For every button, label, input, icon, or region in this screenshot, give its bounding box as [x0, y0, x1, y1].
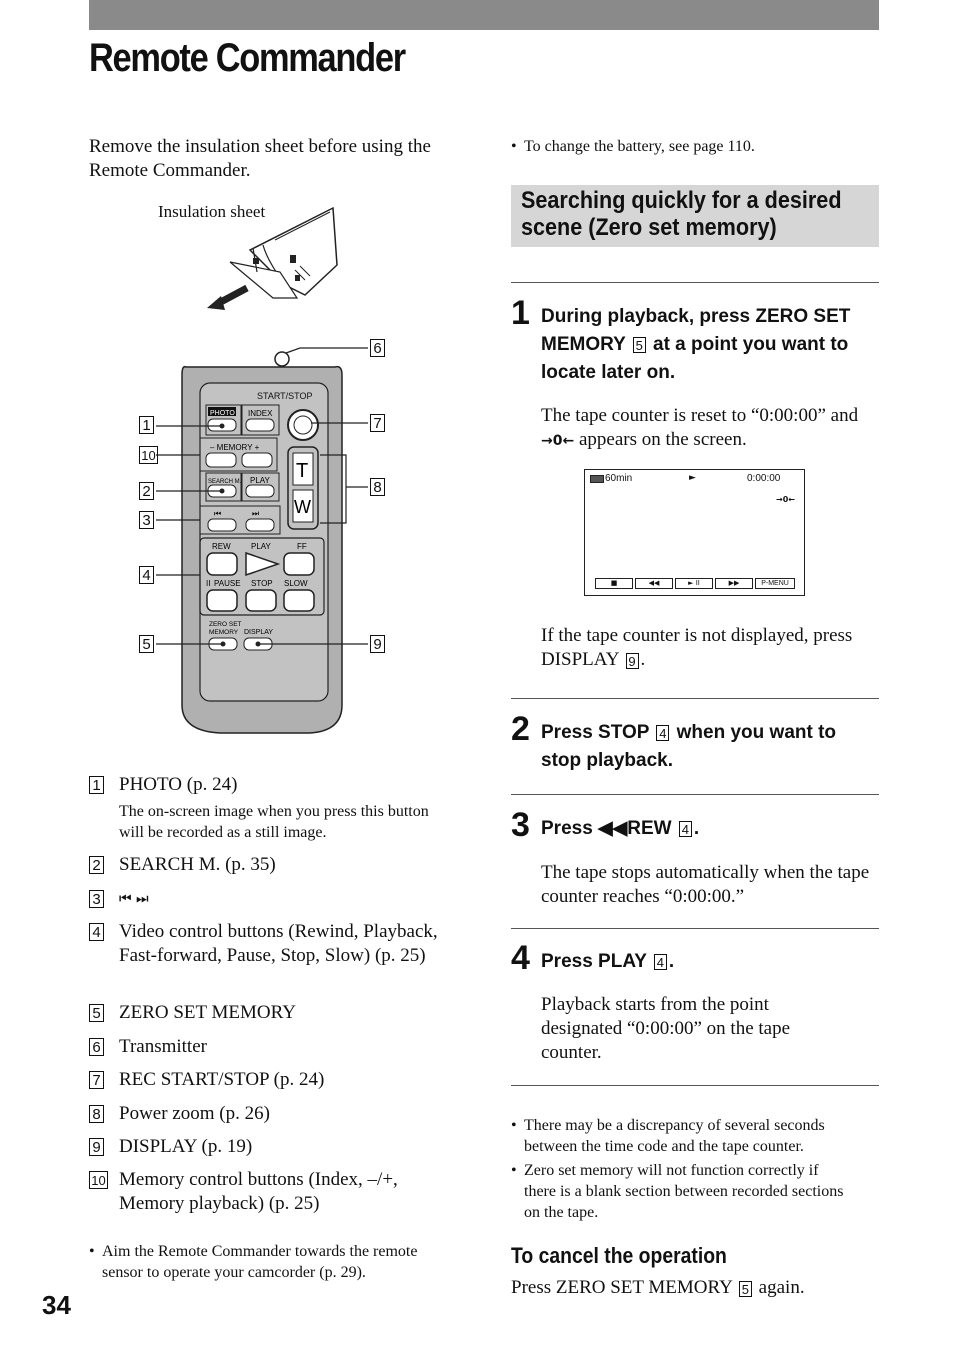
divider	[511, 1085, 879, 1086]
label-slow: SLOW	[284, 579, 308, 588]
list-item: 9 DISPLAY (p. 19)	[89, 1135, 449, 1159]
divider	[511, 282, 879, 283]
left-note: • Aim the Remote Commander towards the remote sensor to operate your camcorder (p. 29).	[89, 1243, 418, 1281]
cancel-text: Press ZERO SET MEMORY 5 again.	[511, 1277, 805, 1298]
intro-text: Remove the insulation sheet before using the Remote Commander.	[89, 136, 431, 181]
callout-8: 8	[370, 478, 385, 496]
step-4-title: Press PLAY 4 .	[541, 951, 675, 972]
cancel-heading: To cancel the operation	[511, 1243, 727, 1268]
callout-6: 6	[370, 339, 385, 357]
callout-5: 5	[139, 635, 154, 653]
list-item: 5 ZERO SET MEMORY	[89, 1001, 449, 1025]
step-4-body: Playback starts from the point designated “0:00:00” on the tape counter.	[541, 994, 791, 1063]
rewind-icon[interactable]: ◀◀	[635, 578, 673, 589]
list-item: 3 ⏮ ⏭	[89, 887, 449, 911]
step-3-body: The tape stops automatically when the tape counter reaches “0:00:00.”	[541, 862, 870, 907]
label-ff: FF	[297, 542, 307, 551]
list-item: 6 Transmitter	[89, 1035, 449, 1059]
divider	[511, 928, 879, 929]
label-display: DISPLAY	[244, 629, 274, 636]
step-1-after: If the tape counter is not displayed, press DISPLAY 9 .	[541, 625, 853, 670]
callout-3: 3	[139, 511, 154, 529]
battery-note: • To change the battery, see page 110.	[511, 138, 755, 155]
list-item: 8 Power zoom (p. 26)	[89, 1102, 449, 1126]
fast-forward-icon[interactable]: ▶▶	[715, 578, 753, 589]
label-memory: – MEMORY +	[210, 443, 260, 452]
zoom-w-label: W	[294, 497, 311, 517]
insulation-sheet-illustration	[205, 200, 345, 310]
battery-icon	[590, 475, 604, 483]
label-photo: PHOTO	[210, 410, 235, 417]
step-2-title: Press STOP 4 when you want to stop playback.	[541, 722, 837, 771]
insulation-label: Insulation sheet	[158, 202, 266, 221]
list-item: 10 Memory control buttons (Index, –/+, Memory playback) (p. 25)	[89, 1168, 449, 1216]
right-note: • There may be a discrepancy of several seconds between the time code and the tape counter.	[511, 1117, 825, 1155]
tape-counter: 0:00:00	[747, 473, 781, 484]
step-3-number: 3	[511, 806, 530, 844]
step-2-number: 2	[511, 710, 530, 748]
screen-button-bar	[595, 578, 795, 589]
zoom-t-label: T	[296, 460, 309, 482]
list-item: 1 PHOTO (p. 24) The on-screen image when you press this button will be recorded as a still image.	[89, 773, 449, 843]
callout-10: 10	[139, 446, 158, 464]
page-number: 34	[42, 1290, 71, 1320]
callout-1: 1	[139, 416, 154, 434]
header-bar	[89, 0, 879, 30]
divider	[511, 794, 879, 795]
remote-commander-illustration	[130, 335, 400, 735]
stop-icon[interactable]: ■	[595, 578, 633, 589]
label-stop: STOP	[251, 579, 273, 588]
label-play: PLAY	[250, 476, 270, 485]
label-search: SEARCH M.	[208, 479, 242, 485]
zero-set-indicator-icon: →0←	[776, 495, 795, 504]
battery-remaining: 60min	[605, 473, 633, 484]
svg-text:⏭: ⏭	[252, 509, 260, 518]
label-play2: PLAY	[251, 542, 271, 551]
label-start-stop: START/STOP	[257, 391, 313, 401]
label-rew: REW	[212, 542, 231, 551]
label-index: INDEX	[248, 409, 273, 418]
play-pause-icon[interactable]: ► II	[675, 578, 713, 589]
list-item: 4 Video control buttons (Rewind, Playback, Fast-forward, Pause, Stop, Slow) (p. 25)	[89, 920, 449, 992]
list-item: 7 REC START/STOP (p. 24)	[89, 1068, 449, 1092]
step-3-title: Press ◀◀REW 4 .	[541, 818, 700, 839]
label-pause: PAUSE	[214, 579, 241, 588]
list-item: 2 SEARCH M. (p. 35)	[89, 853, 449, 877]
step-1-body: The tape counter is reset to “0:00:00” and →0← appears on the screen.	[541, 405, 859, 450]
callout-7: 7	[370, 414, 385, 432]
right-note: • Zero set memory will not function correctly if there is a blank section between recorded sections on the tape.	[511, 1162, 844, 1221]
step-4-number: 4	[511, 939, 530, 977]
callout-9: 9	[370, 635, 385, 653]
label-memory2: MEMORY	[209, 629, 239, 636]
step-1-number: 1	[511, 294, 530, 332]
play-icon: ►	[689, 473, 696, 483]
step-1-title: During playback, press ZERO SET MEMORY 5 at a point you want to locate later on.	[541, 306, 851, 383]
zero-set-icon: →0←	[541, 433, 575, 449]
svg-text:⏮: ⏮	[214, 509, 222, 518]
p-menu-button[interactable]: P-MENU	[755, 578, 795, 589]
svg-text:II: II	[206, 579, 211, 588]
divider	[511, 698, 879, 699]
callout-4: 4	[139, 566, 154, 584]
label-zero-set: ZERO SET	[209, 621, 242, 628]
page-title: Remote Commander	[89, 36, 405, 80]
screen-display	[584, 469, 805, 596]
section-heading: Searching quickly for a desired scene (Zero set memory)	[511, 185, 879, 247]
callout-2: 2	[139, 482, 154, 500]
